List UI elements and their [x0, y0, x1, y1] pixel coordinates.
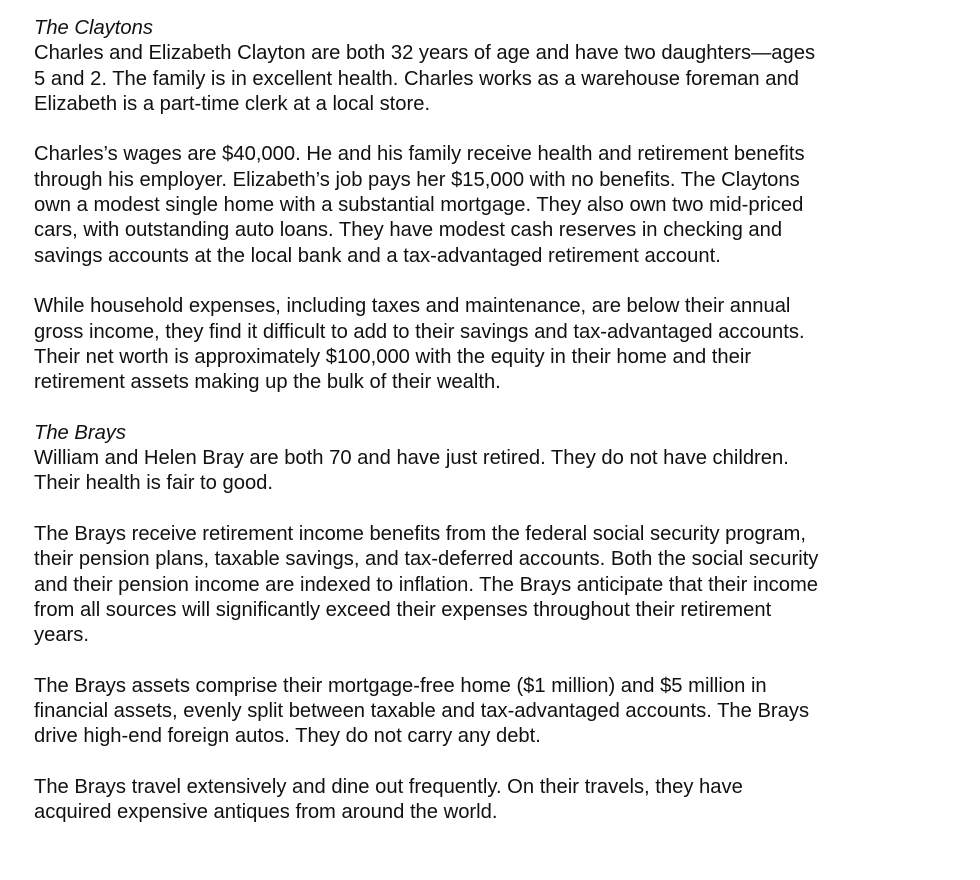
paragraph [34, 446, 954, 497]
text-line: gross income, they find it difficult to add to their savings and tax-advantaged accounts. [34, 320, 805, 343]
paragraph [34, 142, 954, 268]
text-line: retirement assets making up the bulk of their wealth. [34, 371, 501, 394]
text-line: The Brays travel extensively and dine out frequently. On their travels, they have [34, 775, 743, 798]
text-line: through his employer. Elizabeth’s job pays her $15,000 with no benefits. The Claytons [34, 168, 800, 191]
paragraph [34, 41, 954, 117]
text-line: savings accounts at the local bank and a tax-advantaged retirement account. [34, 244, 721, 267]
section-claytons [34, 16, 954, 421]
text-line: years. [34, 624, 89, 647]
text-line: and their pension income are indexed to inflation. The Brays anticipate that their income [34, 573, 819, 596]
text-line: Charles and Elizabeth Clayton are both 32 years of age and have two daughters—ages [34, 42, 816, 65]
text-line: cars, with outstanding auto loans. They have modest cash reserves in checking and [34, 219, 783, 242]
paragraph [34, 294, 954, 395]
section-heading: The Claytons [34, 17, 153, 39]
text-line: financial assets, evenly split between taxable and tax-advantaged accounts. The Brays [34, 700, 810, 723]
text-line: Elizabeth is a part-time clerk at a local store. [34, 92, 431, 115]
document-page [34, 16, 954, 826]
text-line: The Brays assets comprise their mortgage-free home ($1 million) and $5 million in [34, 674, 767, 697]
section-heading: The Brays [34, 421, 126, 444]
text-line: drive high-end foreign autos. They do not carry any debt. [34, 725, 541, 748]
text-line: own a modest single home with a substantial mortgage. They also own two mid-priced [34, 194, 804, 217]
text-line: their pension plans, taxable savings, and tax-deferred accounts. Both the social security [34, 548, 819, 571]
text-line: 5 and 2. The family is in excellent health. Charles works as a warehouse foreman and [34, 67, 799, 90]
paragraph [34, 674, 954, 750]
text-line: from all sources will significantly exceed their expenses throughout their retirement [34, 598, 772, 621]
paragraph [34, 522, 954, 648]
text-line: Charles’s wages are $40,000. He and his family receive health and retirement benefits [34, 143, 805, 166]
text-line: Their net worth is approximately $100,000 with the equity in their home and their [34, 345, 752, 368]
text-line: The Brays receive retirement income benefits from the federal social security program, [34, 522, 806, 545]
text-line: While household expenses, including taxes and maintenance, are below their annual [34, 295, 791, 318]
text-line: acquired expensive antiques from around the world. [34, 801, 498, 824]
text-line: Their health is fair to good. [34, 472, 274, 495]
paragraph [34, 775, 954, 826]
section-brays [34, 421, 954, 826]
text-line: William and Helen Bray are both 70 and have just retired. They do not have children. [34, 447, 789, 470]
